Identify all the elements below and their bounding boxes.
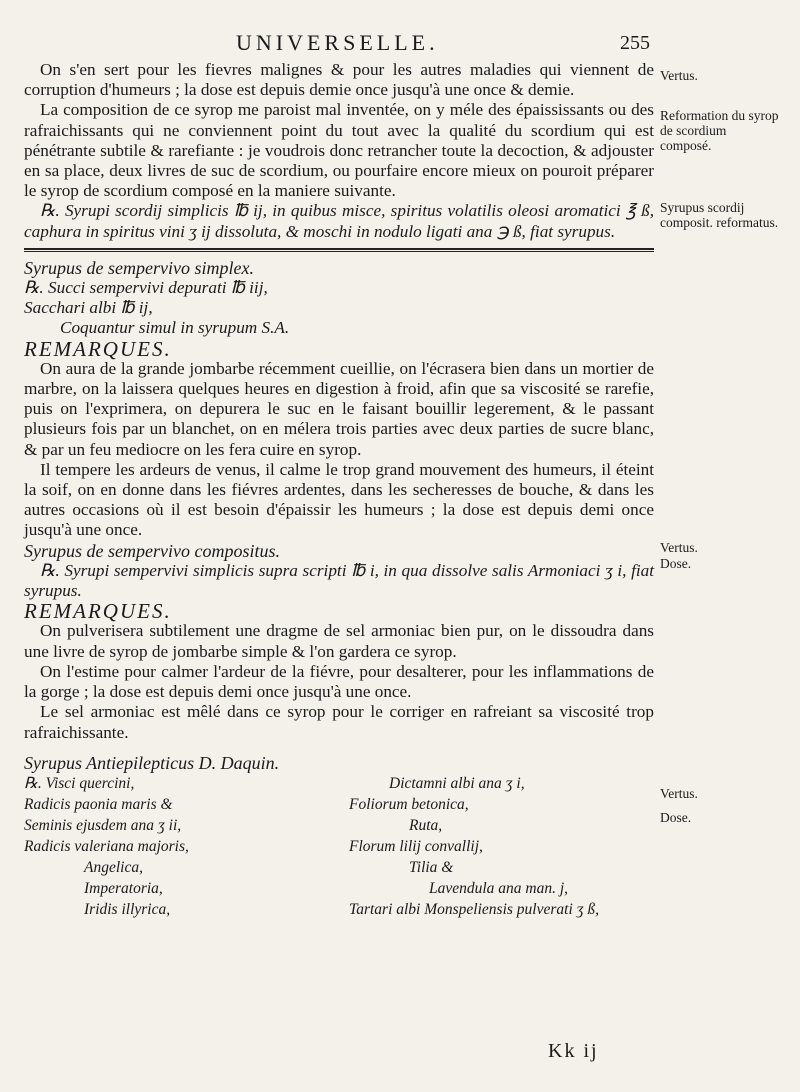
paragraph: On s'en sert pour les fievres malignes & pour les autres maladies qui viennent de corruption d'humeurs ; la dose est depuis demie once jusqu'à une once & demie.: [24, 60, 654, 100]
margin-note-vertus: Vertus.: [660, 68, 698, 83]
ingredient-line: Foliorum betonica,: [349, 795, 469, 813]
paragraph: On l'estime pour calmer l'ardeur de la fiévre, pour desalterer, pour les inflammations de la gorge ; la dose est depuis demi once jusqu'à une once.: [24, 661, 654, 702]
section-title: Syrupus de sempervivo simplex.: [24, 257, 254, 278]
running-title: UNIVERSELLE.: [236, 30, 439, 55]
remarques-heading: REMARQUES.: [24, 599, 172, 624]
paragraph: La composition de ce syrop me paroist mal inventée, on y méle des épaississants ou des rafraichissants qui ne conviennent point du tout avec la qualité du scordium qui est pénétrante subtile & rarefiante : je voudrois donc retrancher toute la decoction, & adjouster en sa place, deux livres de suc de scordium, ou pourfaire encore mieux on pouroit préparer le syrop de scordium composé en la maniere suivante.: [24, 100, 654, 201]
ingredient-line: Imperatoria,: [84, 879, 163, 897]
ingredient-line: Iridis illyrica,: [84, 900, 171, 918]
paragraph: Il tempere les ardeurs de venus, il calme le trop grand mouvement des humeurs, il éteint la soif, on en donne dans les fiévres ardentes, dans les secheresses de bouche, & dans les autres occasions où il est besoin d'épaissir les humeurs ; la dose est depuis demi once jusqu'à une once.: [24, 459, 654, 540]
page-number: 255: [620, 32, 650, 54]
recipe-paragraph: ℞. Syrupi sempervivi simplicis supra scripti ℔ i, in qua dissolve salis Armoniaci ʒ i, fiat syrupus.: [24, 560, 654, 601]
signature-mark: Kk ij: [548, 1040, 599, 1062]
margin-note-vertus-3: Vertus.: [660, 786, 698, 801]
paragraph: Le sel armoniac est mêlé dans ce syrop pour le corriger en rafreiant sa viscosité trop rafraichissante.: [24, 702, 654, 742]
margin-note-syrupus: Syrupus scordij composit. reformatus.: [660, 200, 779, 230]
paragraph: On aura de la grande jombarbe récemment cueillie, on l'écrasera bien dans un mortier de marbre, on la laissera quelques heures en digestion à froid, afin que sa viscosité se rarefie, puis on l'exprimera, on depurera le suc en le faisant bouillir legerement, & le passant plusieurs fois par un blanchet, on en mélera trois parties avec deux parties de sucre blanc, & par un feu mediocre on les fera cuire en syrop.: [24, 358, 654, 459]
ingredient-line: Radicis paonia maris &: [24, 795, 173, 813]
section-title: Syrupus Antiepilepticus D. Daquin.: [24, 752, 280, 773]
ingredient-line: ℞. Visci quercini,: [24, 774, 135, 792]
margin-note-dose-2: Dose.: [660, 556, 692, 571]
ingredient-line: Tartari albi Monspeliensis pulverati ʒ ß,: [349, 900, 600, 918]
ingredient-line: Seminis ejusdem ana ʒ ii,: [24, 816, 182, 834]
ingredient-line: Angelica,: [84, 858, 143, 876]
margin-note-dose-3: Dose.: [660, 810, 692, 825]
ingredient-line: Dictamni albi ana ʒ i,: [389, 774, 525, 792]
section-title: Syrupus de sempervivo compositus.: [24, 540, 280, 561]
ingredient-line: Ruta,: [409, 816, 443, 834]
ingredient-line: Radicis valeriana majoris,: [24, 837, 189, 855]
recipe-paragraph: ℞. Syrupi scordij simplicis ℔ ij, in quibus misce, spiritus volatilis oleosi aromatici ℥ ß, caphura in spiritus vini ʒ ij dissoluta, & moschi in nodulo ligati ana ℈ ß, fiat syrupus.: [24, 201, 654, 241]
ingredient-columns: [24, 773, 654, 920]
ingredient-line: Lavendula ana man. j,: [429, 879, 569, 897]
recipe-line: ℞. Succi sempervivi depurati ℔ iij,: [24, 278, 268, 298]
margin-note-vertus-2: Vertus.: [660, 540, 698, 555]
ingredient-line: Tilia &: [409, 858, 454, 876]
paragraph: On pulverisera subtilement une dragme de sel armoniac bien pur, on le dissoudra dans une livre de syrop de jombarbe simple & l'on gardera ce syrop.: [24, 621, 654, 661]
ingredient-column-left: [24, 773, 329, 920]
ingredient-line: Florum lilij convallij,: [349, 837, 483, 855]
section-rule: [24, 248, 654, 252]
margin-note-reformation: Reformation du syrop de scordium composé.: [660, 108, 779, 153]
remarques-heading: REMARQUES.: [24, 336, 172, 361]
recipe-line: Sacchari albi ℔ ij,: [24, 298, 153, 318]
running-header: [0, 30, 800, 58]
recipe-line: Coquantur simul in syrupum S.A.: [60, 318, 290, 338]
ingredient-column-right: [349, 773, 654, 920]
main-text: [24, 60, 654, 920]
